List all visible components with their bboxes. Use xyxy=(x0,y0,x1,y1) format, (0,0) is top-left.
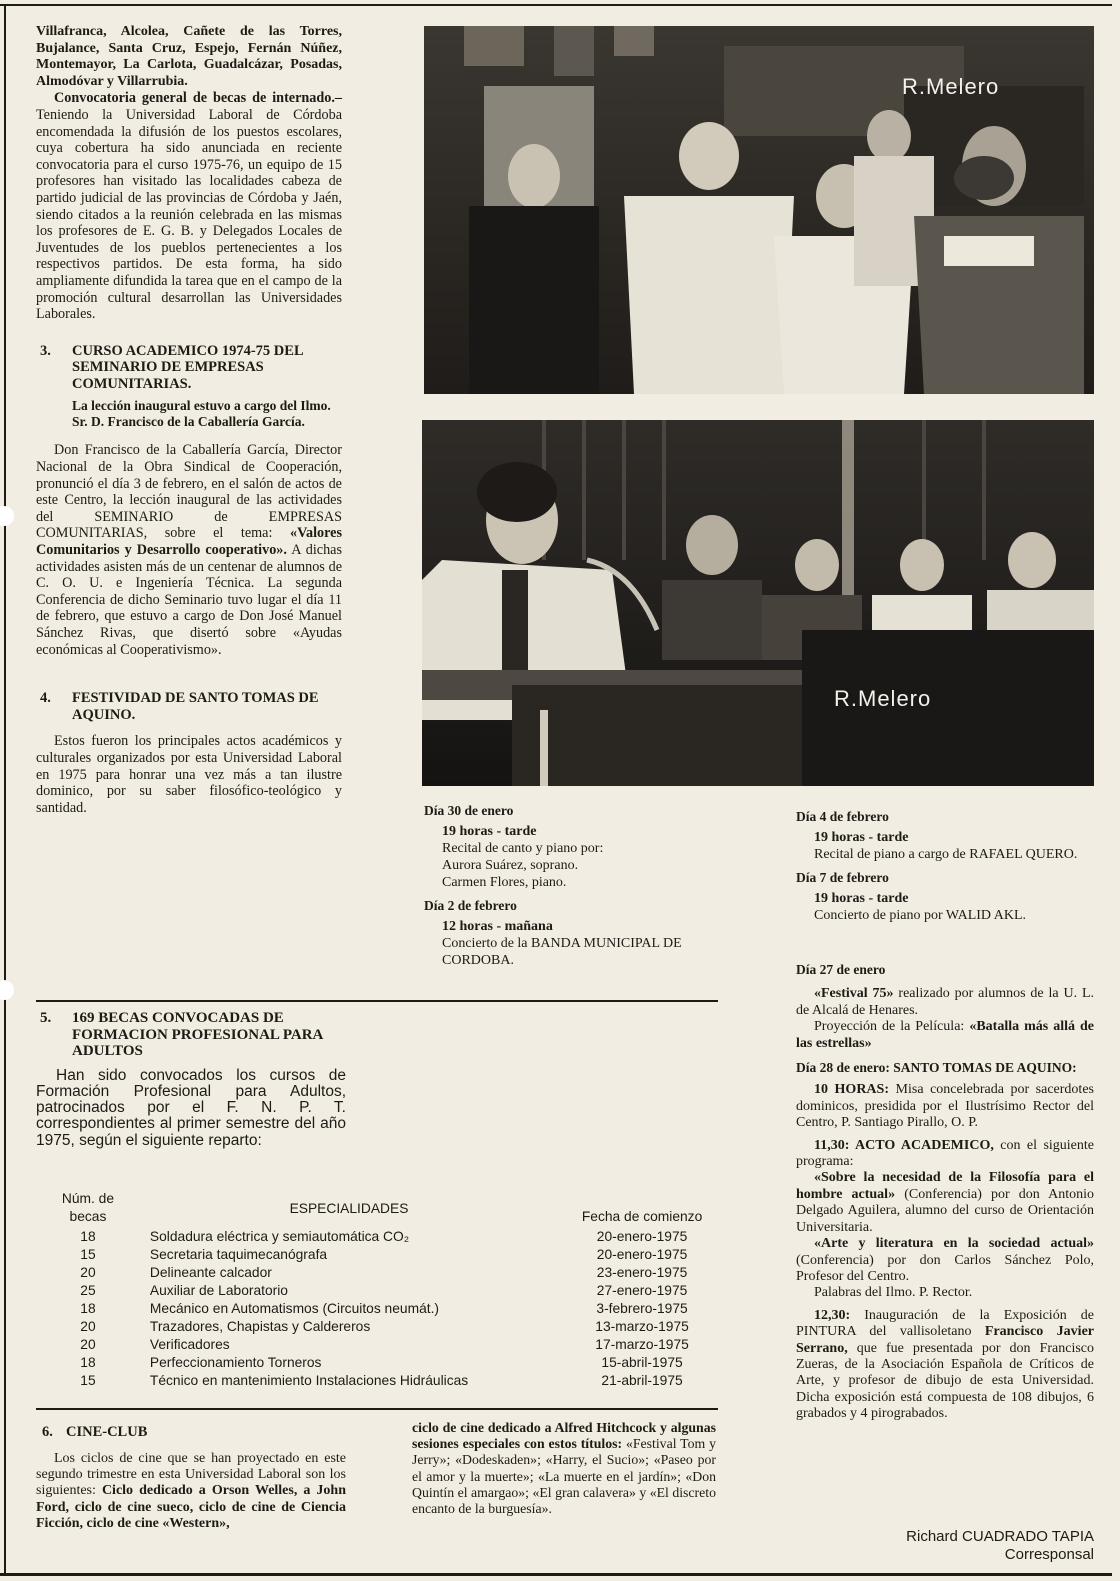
cell-fecha: 21-abril-1975 xyxy=(601,1373,683,1388)
section-5-title: 169 BECAS CONVOCADAS DE FORMACION PROFESIONAL PARA ADULTOS xyxy=(72,1010,323,1060)
cell-fecha: 20-enero-1975 xyxy=(596,1247,688,1262)
cell-especialidad: Soldadura eléctrica y semiautomática CO₂ xyxy=(149,1229,410,1244)
events-middle xyxy=(424,802,724,969)
section-3-body-a: Don Francisco de la Caballería García, Director Nacional de la Obra Sindical de Cooperación, pronunció el día 3 de febrero, en el salón de actos de este Centro, la lección inaugural de las actividades del SEMINARIO de EMPRESAS COMUNITARIAS, sobre el tema: xyxy=(36,442,342,542)
section-3-body-b: A dichas actividades asisten más de un centenar de alumnos de C. O. U. e Ingeniería Técnica. La segunda Conferencia de dicho Seminario tuvo lugar el día 11 de febrero, que estuvo a cargo de Don José Manuel Sánchez Rivas, que disertó sobre «Ayudas económicas al Cooperativismo». xyxy=(36,542,342,658)
table-row xyxy=(56,1300,706,1318)
event-day: Día 4 de febrero xyxy=(796,809,889,824)
cell-especialidad: Técnico en mantenimiento Instalaciones Hidráulicas xyxy=(149,1373,469,1388)
festival-p6 xyxy=(796,1236,1094,1285)
festival-p6-text: (Conferencia) por don Carlos Sánchez Polo, Profesor del Centro. xyxy=(796,1252,1094,1284)
signature-role: Corresponsal xyxy=(1004,1546,1094,1563)
becas-paragraph xyxy=(36,90,342,322)
cell-num: 25 xyxy=(80,1283,96,1298)
cell-num: 20 xyxy=(80,1337,96,1352)
event-feb-7 xyxy=(796,869,1094,924)
film-title: «Batalla más allá de las estrellas» xyxy=(796,1019,1094,1051)
section-6-cont xyxy=(412,1420,716,1517)
section-6-title: CINE-CLUB xyxy=(66,1424,148,1440)
conference-1-title: «Sobre la necesidad de la Filosofía para el hombre actual» xyxy=(796,1170,1094,1202)
cell-fecha: 3-febrero-1975 xyxy=(596,1301,688,1316)
section-6-cycles: Ciclo dedicado a Orson Welles, a John Ford, ciclo de cine sueco, ciclo de cine de Ciencia Ficción, ciclo de cine «Western», xyxy=(36,1483,346,1532)
towns-list: Villafranca, Alcolea, Cañete de las Torres, Bujalance, Santa Cruz, Espejo, Fernán Núñez, Montemayor, La Carlota, Guadalcázar, Posadas, Almodóvar y Villarrubia. xyxy=(36,24,342,89)
cell-especialidad: Trazadores, Chapistas y Caldereros xyxy=(149,1319,371,1334)
cell-fecha: 27-enero-1975 xyxy=(596,1283,688,1298)
cell-especialidad: Perfeccionamiento Torneros xyxy=(149,1355,322,1370)
festival-p3-text: Misa concelebrada por sacerdotes dominicos, presidida por el Ilustrísimo Rector del Centro, P. Santiago Pirallo, O. P. xyxy=(796,1082,1094,1131)
col-header-especialidades: ESPECIALIDADES xyxy=(289,1201,409,1216)
cell-num: 20 xyxy=(80,1265,96,1280)
binding-hole-top xyxy=(0,506,14,526)
event-line: Aurora Suárez, soprano. xyxy=(442,858,579,873)
section-6-hitchcock: ciclo de cine dedicado a Alfred Hitchcock y algunas sesiones especiales con estos títulos: xyxy=(412,1420,716,1452)
section-5 xyxy=(36,1010,346,1149)
section-5-number: 5. xyxy=(40,1010,52,1026)
cell-num: 18 xyxy=(80,1301,96,1316)
festival-p2 xyxy=(796,1019,1094,1052)
becas-table-header xyxy=(56,1190,706,1228)
signature-name: Richard CUADRADO TAPIA xyxy=(906,1528,1094,1545)
festival-p3 xyxy=(796,1082,1094,1131)
events-right xyxy=(796,808,1094,924)
section-4-body: Estos fueron los principales actos académicos y culturales organizados por esta Universidad Laboral en 1975 para honrar una vez más a tan ilustre dominico, por su saber filosófico-teológico y santidad. xyxy=(36,733,342,816)
becas-table-body xyxy=(56,1228,706,1390)
festival-p4-text: con el siguiente programa: xyxy=(796,1137,1094,1170)
section-6-number: 6. xyxy=(42,1424,53,1440)
section-6-body xyxy=(36,1451,346,1533)
photo-credit-bottom: R.Melero xyxy=(834,686,932,711)
signature xyxy=(800,1528,1094,1564)
cell-num: 18 xyxy=(80,1355,96,1370)
cell-fecha: 15-abril-1975 xyxy=(601,1355,683,1370)
section-3-theme: «Valores Comunitarios y Desarrollo cooperativo». xyxy=(36,525,342,559)
festival-p2-text: Proyección de la Película: xyxy=(814,1019,965,1035)
section-3-subtitle: La lección inaugural estuvo a cargo del Ilmo. Sr. D. Francisco de la Caballería García. xyxy=(72,398,331,430)
photo-lecture-image xyxy=(422,420,1094,786)
festival-column xyxy=(796,962,1094,1423)
festival-p1-text: realizado por alumnos de la U. L. de Alcalá de Henares. xyxy=(796,986,1095,1018)
section-6-heading xyxy=(36,1424,346,1441)
event-day: Día 30 de enero xyxy=(424,803,514,818)
section-5-body: Han sido convocados los cursos de Formación Profesional para Adultos, patrocinados por el F. N. P. T. correspondientes al primer semestre del año 1975, según el siguiente reparto: xyxy=(36,1066,346,1149)
table-row xyxy=(56,1228,706,1246)
festival-title: «Festival 75» xyxy=(814,986,894,1002)
festival-p8-end: que fue presentada por don Francisco Zueras, de la Asociación Española de Críticos de Arte, y profesor de dibujo de esta Universidad. Dicha exposición está compuesta de 108 dibujos, 6 grabados y 4 pirograbados. xyxy=(796,1340,1094,1422)
cell-especialidad: Auxiliar de Laboratorio xyxy=(149,1283,288,1298)
binding-hole-bottom xyxy=(0,980,14,1000)
section-4-title: FESTIVIDAD DE SANTO TOMAS DE AQUINO. xyxy=(72,690,319,723)
table-row xyxy=(56,1336,706,1354)
section-3-number: 3. xyxy=(40,342,51,359)
section-4-heading xyxy=(36,690,342,723)
event-time: 19 horas - tarde xyxy=(814,830,909,845)
table-row xyxy=(56,1318,706,1336)
left-border xyxy=(4,4,6,1576)
cell-especialidad: Secretaria taquimecanógrafa xyxy=(149,1247,328,1262)
table-row xyxy=(56,1264,706,1282)
table-row xyxy=(56,1246,706,1264)
cell-fecha: 20-enero-1975 xyxy=(596,1229,688,1244)
cell-especialidad: Mecánico en Automatismos (Circuitos neumát.) xyxy=(149,1301,440,1316)
event-line: Recital de piano a cargo de RAFAEL QUERO. xyxy=(814,847,1078,862)
section-divider-bottom xyxy=(36,1408,718,1410)
event-day: Día 7 de febrero xyxy=(796,870,889,885)
left-column xyxy=(36,24,342,816)
conference-2-title: «Arte y literatura en la sociedad actual» xyxy=(814,1236,1094,1252)
event-feb-2 xyxy=(424,897,724,969)
cell-fecha: 17-marzo-1975 xyxy=(595,1337,689,1352)
event-feb-4 xyxy=(796,808,1094,863)
festival-day: Día 27 de enero xyxy=(796,962,886,977)
section-6 xyxy=(36,1424,346,1533)
section-divider-mid xyxy=(36,1000,718,1002)
santo-tomas-day: Día 28 de enero: SANTO TOMAS DE AQUINO: xyxy=(796,1060,1077,1076)
photo-lecture xyxy=(422,420,1094,786)
cell-fecha: 23-enero-1975 xyxy=(596,1265,688,1280)
cell-num: 20 xyxy=(80,1319,96,1334)
event-day: Día 2 de febrero xyxy=(424,898,517,913)
section-5-heading xyxy=(36,1010,346,1060)
section-3-title: CURSO ACADEMICO 1974-75 DEL SEMINARIO DE EMPRESAS COMUNITARIAS. xyxy=(72,342,303,392)
top-border xyxy=(0,4,1112,6)
event-line: Concierto de piano por WALID AKL. xyxy=(814,908,1027,923)
cell-num: 15 xyxy=(80,1373,96,1388)
festival-p5-text: (Conferencia) por don Antonio Delgado Aguilera, alumno del curso de Orientación Universitaria. xyxy=(796,1186,1095,1235)
festival-p5 xyxy=(796,1170,1094,1236)
section-3-heading xyxy=(36,343,342,393)
cell-fecha: 13-marzo-1975 xyxy=(595,1319,689,1334)
table-row xyxy=(56,1354,706,1372)
festival-p4 xyxy=(796,1138,1094,1171)
col-header-fecha: Fecha de comienzo xyxy=(581,1209,703,1224)
event-jan-30 xyxy=(424,802,724,891)
event-time: 19 horas - tarde xyxy=(442,824,537,839)
cell-especialidad: Verificadores xyxy=(149,1337,230,1352)
table-row xyxy=(56,1282,706,1300)
event-line: Carmen Flores, piano. xyxy=(442,875,567,890)
photo-ceremony xyxy=(424,26,1094,394)
becas-body: Teniendo la Universidad Laboral de Córdoba encomendada la difusión de los puestos escolares, cuya cobertura ha sido anunciada en reciente convocatoria para el curso 1975-76, un equipo de 15 profesores han visitado las localidades cabeza de partido judicial de las provincias de Córdoba y Jaén, siendo citados a la reunión celebrada en las mismas los profesores de E. G. B. y Delegados Locales de Juventudes de los pueblos pertenecientes a los respectivos partidos. De esta forma, ha sido ampliamente difundida la tarea que en el campo de la promoción cultural desarrollan las Universidades Laborales. xyxy=(36,106,342,323)
artist-name: Francisco Javier Serrano, xyxy=(796,1324,1094,1356)
section-6-body-a: Los ciclos de cine que se han proyectado en este segundo trimestre en esta Universidad Laboral son los siguientes: xyxy=(36,1450,346,1499)
event-line: Recital de canto y piano por: xyxy=(442,841,604,856)
festival-p8-text: Inauguración de la Exposición de PINTURA del vallisoletano xyxy=(796,1307,1094,1340)
col-header-num: Núm. de becas xyxy=(61,1191,115,1224)
event-line: Concierto de la BANDA MUNICIPAL DE CORDOBA. xyxy=(442,936,682,968)
festival-p8 xyxy=(796,1308,1094,1423)
section-6-body-c xyxy=(412,1420,716,1517)
photo-credit-top: R.Melero xyxy=(902,74,1000,99)
section-4-number: 4. xyxy=(40,690,51,707)
cell-num: 15 xyxy=(80,1247,96,1262)
table-row xyxy=(56,1372,706,1390)
event-time: 19 horas - tarde xyxy=(814,891,909,906)
festival-p1 xyxy=(796,986,1094,1019)
bottom-border xyxy=(0,1573,1112,1576)
festival-p7: Palabras del Ilmo. P. Rector. xyxy=(814,1285,973,1301)
time-10: 10 HORAS: xyxy=(814,1082,889,1098)
cell-especialidad: Delineante calcador xyxy=(149,1265,272,1280)
time-1130: 11,30: ACTO ACADEMICO, xyxy=(814,1137,994,1153)
section-6-titles: «Festival Tom y Jerry»; «Dodeskaden»; «Harry, el Sucio»; «Paseo por el amor y la muerte»; «La muerte en el jardín»; «Don Quintín el amargao»; «El gran calavera» y «El discreto encanto de la burguesía». xyxy=(412,1436,716,1517)
becas-table xyxy=(56,1190,706,1390)
time-1230: 12,30: xyxy=(814,1307,851,1323)
section-3-body xyxy=(36,442,342,658)
becas-lead: Convocatoria general de becas de internado.– xyxy=(54,90,342,107)
event-time: 12 horas - mañana xyxy=(442,919,553,934)
cell-num: 18 xyxy=(80,1229,96,1244)
